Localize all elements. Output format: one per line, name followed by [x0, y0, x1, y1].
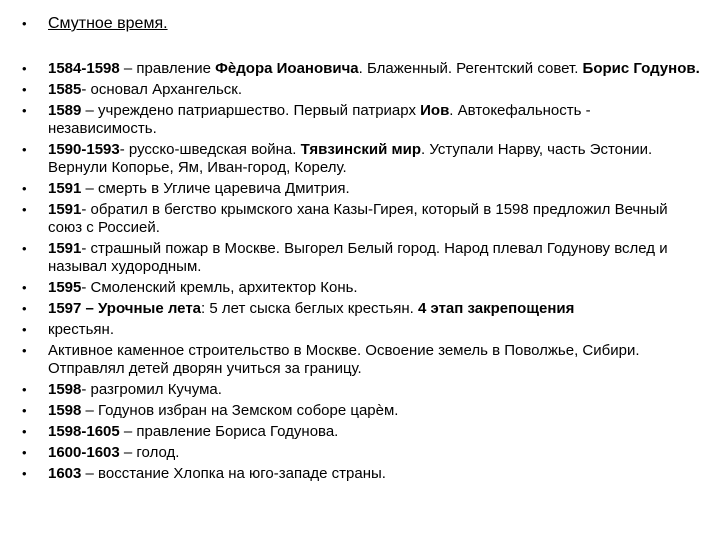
item-text: Активное каменное строительство в Москве. Освоение земель в Поволжье, Сибири. Отправлял детей дворян учиться за границу. [48, 342, 640, 377]
list-item [22, 342, 702, 378]
item-name: Иов [420, 102, 450, 119]
list-item [22, 102, 702, 138]
bullet-icon: • [22, 322, 27, 337]
bullet-icon: • [22, 403, 27, 418]
item-text: . Автокефальность - независимость. [48, 102, 591, 137]
bullet-icon: • [22, 466, 27, 481]
item-text: : 5 лет сыска беглых крестьян. [201, 300, 418, 317]
bullet-icon: • [22, 301, 27, 316]
item-name: Фѐдора Иоановича [215, 60, 359, 77]
list-item [22, 60, 702, 78]
item-text: - Смоленский кремль, архитектор Конь. [81, 279, 358, 296]
item-date: 1598-1605 [48, 423, 120, 440]
list-item [22, 321, 702, 339]
list-item [22, 141, 702, 177]
item-date: 1584-1598 [48, 60, 120, 77]
item-date: 1603 [48, 465, 82, 482]
item-text: – восстание Хлопка на юго-западе страны. [81, 465, 386, 482]
item-date: 1598 [48, 381, 82, 398]
bullet-icon: • [22, 445, 27, 460]
item-text: - русско-шведская война. [119, 141, 301, 158]
item-name: Тявзинский мир [300, 141, 422, 158]
bullet-icon: • [22, 382, 27, 397]
item-text: – смерть в Угличе царевича Дмитрия. [81, 180, 350, 197]
item-date: 1589 [48, 102, 82, 119]
event-list [22, 60, 702, 486]
item-date: 1591 [48, 180, 82, 197]
list-item [22, 279, 702, 297]
item-text: – правление [119, 60, 216, 77]
list-item [22, 240, 702, 276]
bullet-icon: • [22, 241, 27, 256]
bullet-icon: • [22, 424, 27, 439]
item-name: 4 этап закрепощения [417, 300, 575, 317]
item-text: – голод. [119, 444, 180, 461]
item-text: – учреждено патриаршество. Первый патриарх [81, 102, 421, 119]
list-item [22, 81, 702, 99]
item-name: Борис Годунов. [582, 60, 700, 77]
list-item [22, 465, 702, 483]
bullet-icon: • [22, 343, 27, 358]
item-text: - страшный пожар в Москве. Выгорел Белый город. Народ плевал Годунову вслед и называл худородным. [48, 240, 668, 275]
item-text: крестьян. [48, 321, 115, 338]
item-date: 1598 [48, 402, 82, 419]
item-date: 1600-1603 [48, 444, 120, 461]
bullet-icon: • [22, 280, 27, 295]
item-date: 1597 – Урочные лета [48, 300, 202, 317]
list-item [22, 423, 702, 441]
bullet-icon: • [22, 142, 27, 157]
list-item [22, 444, 702, 462]
list-item [22, 381, 702, 399]
item-date: 1591 [48, 240, 82, 257]
bullet-icon: • [22, 61, 27, 76]
bullet-icon: • [22, 82, 27, 97]
slide-title: Смутное время. [48, 15, 168, 32]
item-text: . Блаженный. Регентский совет. [358, 60, 583, 77]
list-item [22, 402, 702, 420]
item-text: . Уступали Нарву, часть Эстонии. Вернули Копорье, Ям, Иван-город, Корелу. [48, 141, 653, 176]
item-text: - основал Архангельск. [81, 81, 242, 98]
item-text: - разгромил Кучума. [81, 381, 222, 398]
item-text: - обратил в бегство крымского хана Казы-Гирея, который в 1598 предложил Вечный союз с Россией. [48, 201, 668, 236]
item-date: 1590-1593 [48, 141, 120, 158]
item-date: 1591 [48, 201, 82, 218]
bullet-icon: • [22, 16, 27, 31]
item-date: 1585 [48, 81, 82, 98]
bullet-icon: • [22, 103, 27, 118]
bullet-icon: • [22, 181, 27, 196]
item-text: – Годунов избран на Земском соборе царѐм. [81, 402, 399, 419]
list-item [22, 201, 702, 237]
item-date: 1595 [48, 279, 82, 296]
list-item [22, 300, 702, 318]
bullet-icon: • [22, 202, 27, 217]
item-text: – правление Бориса Годунова. [119, 423, 339, 440]
list-item [22, 180, 702, 198]
